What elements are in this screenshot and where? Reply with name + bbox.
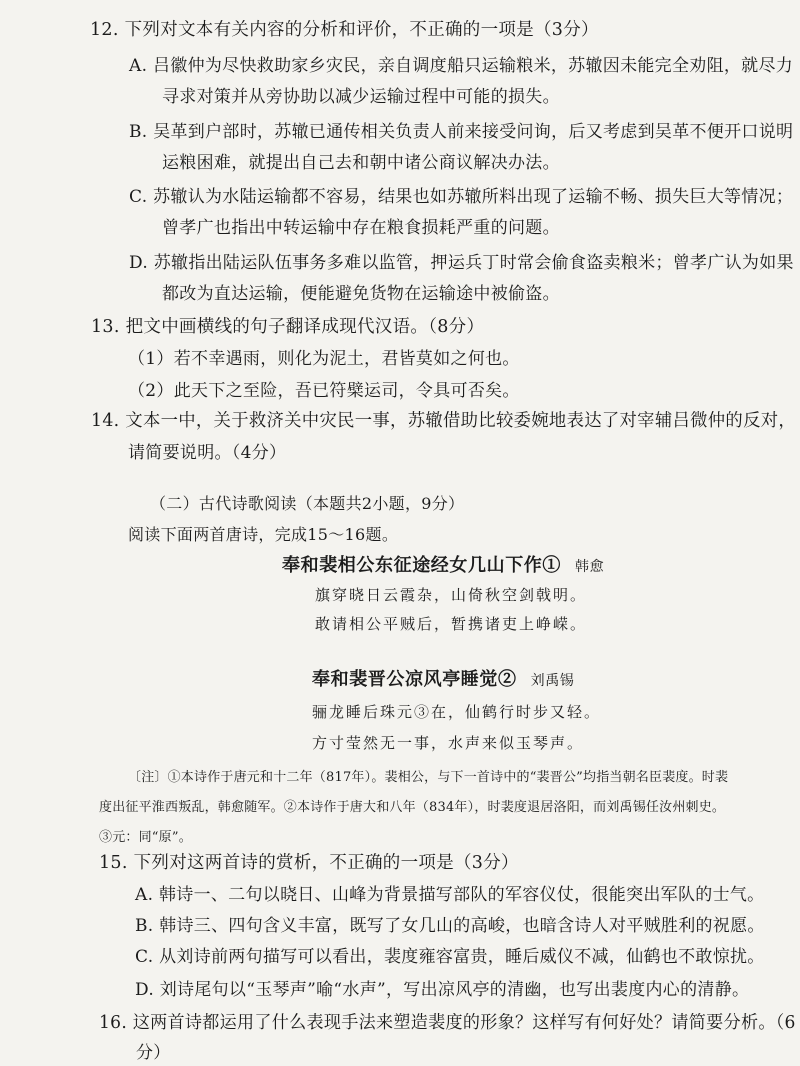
poem1-title: 奉和裴相公东征途经女几山下作① [282, 555, 561, 576]
q12-option-d-line1: D. 苏辙指出陆运队伍事务多难以监管，押运兵丁时常会偷食盗卖粮米；曾孝广认为如果 [129, 253, 794, 273]
poem1-line1: 旗穿晓日云霞杂，山倚秋空剑戟明。 [315, 586, 588, 604]
q13-stem: 13. 把文中画横线的句子翻译成现代汉语。（8分） [91, 317, 485, 337]
q15-option-c: C. 从刘诗前两句描写可以看出，裴度雍容富贵，睡后威仪不减，仙鹤也不敢惊扰。 [135, 947, 765, 967]
q15-option-d: D. 刘诗尾句以“玉琴声”喻“水声”，写出凉风亭的清幽，也写出裴度内心的清静。 [135, 980, 750, 1000]
q12-option-b-line1: B. 吴革到户部时，苏辙已通传相关负责人前来接受问询，后又考虑到吴革不便开口说明 [129, 122, 794, 142]
notes-line1: 〔注〕①本诗作于唐元和十二年（817年）。裴相公，与下一首诗中的“裴晋公”均指当朝名臣裴度。时裴 [128, 770, 729, 785]
poem2-title-row [312, 669, 574, 692]
q15-stem: 15. 下列对这两首诗的赏析，不正确的一项是（3分） [99, 853, 519, 873]
q12-option-a-line2: 寻求对策并从旁协助以减少运输过程中可能的损失。 [162, 87, 560, 107]
q13-sentence-2: （2）此天下之至险，吾已符檗运司，令具可否矣。 [128, 381, 520, 401]
poem2-title: 奉和裴晋公凉风亭睡觉② [312, 669, 517, 690]
q15-option-b: B. 韩诗三、四句含义丰富，既写了女几山的高峻，也暗含诗人对平贼胜利的祝愿。 [135, 916, 765, 936]
section-intro: 阅读下面两首唐诗，完成15～16题。 [128, 525, 399, 544]
q13-sentence-1: （1）若不幸遇雨，则化为泥土，君皆莫如之何也。 [128, 349, 520, 369]
poem1-line2: 敢请相公平贼后，暂携诸吏上峥嵘。 [315, 615, 588, 633]
q12-option-b-line2: 运粮困难，就提出自己去和朝中诸公商议解决办法。 [162, 153, 560, 173]
poem2-author: 刘禹锡 [530, 673, 575, 689]
q15-option-a: A. 韩诗一、二句以晓日、山峰为背景描写部队的军容仪仗，很能突出军队的士气。 [135, 885, 765, 905]
poem1-title-row [282, 555, 604, 578]
q12-option-c-line1: C. 苏辙认为水陆运输都不容易，结果也如苏辙所料出现了运输不畅、损失巨大等情况； [129, 187, 794, 207]
q12-option-a-line1: A. 吕徽仲为尽快救助家乡灾民，亲自调度船只运输粮米，苏辙因未能完全劝阻，就尽力 [129, 56, 794, 76]
q12-option-c-line2: 曾孝广也指出中转运输中存在粮食损耗严重的问题。 [162, 218, 560, 238]
notes-line3: ③元：同“原”。 [99, 830, 192, 845]
q14-line1: 14. 文本一中，关于救济关中灾民一事，苏辙借助比较委婉地表达了对宰辅吕微仲的反对， [91, 411, 797, 431]
notes-line2: 度出征平淮西叛乱，韩愈随军。②本诗作于唐大和八年（834年），时裴度退居洛阳，而刘禹锡任汝州刺史。 [99, 800, 726, 815]
q16-line1: 16. 这两首诗都运用了什么表现手法来塑造裴度的形象？这样写有何好处？请简要分析。（6 [99, 1013, 796, 1033]
poem1-author: 韩愈 [575, 559, 605, 575]
poem2-line1: 骊龙睡后珠元③在，仙鹤行时步又轻。 [312, 703, 602, 721]
section-heading: （二）古代诗歌阅读（本题共2小题，9分） [150, 494, 465, 513]
q14-line2: 请简要说明。（4分） [128, 443, 287, 463]
q12-stem: 12. 下列对文本有关内容的分析和评价，不正确的一项是（3分） [90, 20, 599, 40]
poem2-line2: 方寸莹然无一事，水声来似玉琴声。 [312, 734, 585, 752]
q12-option-d-line2: 都改为直达运输，便能避免货物在运输途中被偷盗。 [162, 284, 560, 304]
q16-line2: 分） [136, 1043, 171, 1063]
